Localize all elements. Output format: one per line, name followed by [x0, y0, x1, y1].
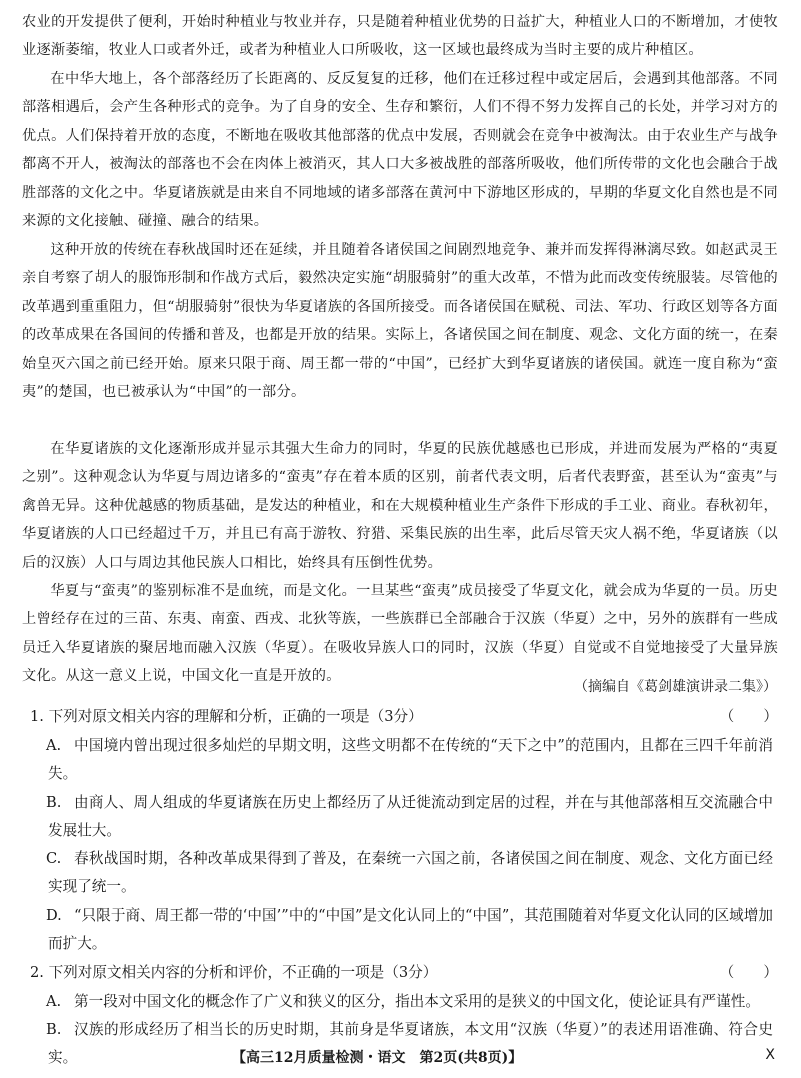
question-1-option-d — [48, 902, 773, 959]
question-2-option-a — [48, 988, 773, 1016]
option-letter: B. — [46, 794, 62, 811]
passage-paragraph-3: 这种开放的传统在春秋战国时还在延续，并且随着各诸侯国之间剧烈地竞争、兼并而发挥得淋漓尽致。如赵武灵王亲自考察了胡人的服饰形制和作战方式后，毅然决定实施“胡服骑射”的重大改革，不惜为此而改变传统服装。尽管他的改革遇到重重阻力，但“胡服骑射”很快为华夏诸族的各国所接受。而各诸侯国在赋税、司法、军功、行政区划等各方面的改革成果在各国间的传播和普及，也都是开放的结果。实际上，各诸侯国之间在制度、观念、文化方面的统一，在秦始皇灭六国之前已经开始。原来只限于商、周王都一带的“中国”，已经扩大到华夏诸族的诸侯国。就连一度自称为“蛮夷”的楚国，也已被承认为“中国”的一部分。 — [22, 242, 778, 401]
option-text: 春秋战国时期，各种改革成果得到了普及，在秦统一六国之前，各诸侯国之间在制度、观念、文化方面已经实现了统一。 — [48, 850, 773, 896]
question-2-stem: 2. 下列对原文相关内容的分析和评价，不正确的一项是（3分） — [30, 964, 438, 981]
footer-mark: X — [765, 1047, 775, 1063]
footer-label: 【高三12月质量检测・语文 第2页(共8页)】 — [232, 1050, 523, 1066]
passage-source: （摘编自《葛剑雄演讲录二集》） — [574, 679, 777, 695]
option-letter: A. — [46, 737, 62, 754]
option-text: 中国境内曾出现过很多灿烂的早期文明，这些文明都不在传统的“天下之中”的范围内，且都在三四千年前消失。 — [48, 737, 773, 783]
question-1 — [30, 703, 778, 732]
passage-paragraph-2: 在中华大地上，各个部落经历了长距离的、反反复复的迁移，他们在迁移过程中或定居后，会遇到其他部落。不同部落相遇后，会产生各种形式的竞争。为了自身的安全、生存和繁衍，人们不得不努力发挥自己的长处，并学习对方的优点。人们保持着开放的态度，不断地在吸收其他部落的优点中发展，否则就会在竞争中被淘汰。由于农业生产与战争都离不开人，被淘汰的部落也不会在肉体上被消灭，其人口大多被战胜的部落所吸收，他们所传带的文化也会融合于战胜部落的文化之中。华夏诸族就是由来自不同地域的诸多部落在黄河中下游地区形成的，早期的华夏文化自然也是不同来源的文化接触、碰撞、融合的结果。 — [22, 71, 778, 230]
question-2 — [30, 959, 778, 988]
option-text: 第一段对中国文化的概念作了广义和狭义的区分，指出本文采用的是狭义的中国文化，使论证具有严谨性。 — [74, 993, 760, 1010]
passage-paragraph-4: 在华夏诸族的文化逐渐形成并显示其强大生命力的同时，华夏的民族优越感也已形成，并进而发展为严格的“夷夏之别”。这种观念认为华夏与周边诸多的“蛮夷”存在着本质的区别，前者代表文明，后者代表野蛮，甚至认为“蛮夷”与禽兽无异。这种优越感的物质基础，是发达的种植业，和在大规模种植业生产条件下形成的手工业、商业。春秋初年，华夏诸族的人口已经超过千万，并且已有高于游牧、狩猎、采集民族的出生率，此后尽管天灾人祸不绝，华夏诸族（以后的汉族）人口与周边其他民族人口相比，始终具有压倒性优势。 — [22, 441, 778, 571]
option-letter: D. — [46, 907, 62, 924]
question-1-stem: 1. 下列对原文相关内容的理解和分析，正确的一项是（3分） — [30, 708, 423, 725]
option-letter: C. — [46, 850, 62, 867]
question-2-answer-blank: （ ） — [719, 964, 778, 981]
page-footer — [0, 1047, 801, 1069]
option-letter: A. — [46, 993, 62, 1010]
question-1-option-c — [48, 845, 773, 902]
option-text: 汉族的形成经历了相当长的历史时期，其前身是华夏诸族，本文用“汉族（华夏）”的表述用语准确、符合史实。 — [48, 1021, 773, 1067]
option-text: 由商人、周人组成的华夏诸族在历史上都经历了从迁徙流动到定居的过程，并在与其他部落相互交流融合中发展壮大。 — [48, 794, 773, 840]
option-text: “只限于商、周王都一带的‘中国’”中的“中国”是文化认同上的“中国”，其范围随着对华夏文化认同的区域增加而扩大。 — [48, 907, 773, 953]
question-1-option-b — [48, 789, 773, 846]
option-letter: B. — [46, 1021, 62, 1038]
passage-paragraph-5: 华夏与“蛮夷”的鉴别标准不是血统，而是文化。一旦某些“蛮夷”成员接受了华夏文化，就会成为华夏的一员。历史上曾经存在过的三苗、东夷、南蛮、西戎、北狄等族，一些族群已全部融合于汉族（华夏）之中，另外的族群有一些成员迁入华夏诸族的聚居地而融入汉族（华夏）。在吸收异族人口的同时，汉族（华夏）自觉或不自觉地接受了大量异族文化。从这一意义上说，中国文化一直是开放的。 — [22, 583, 778, 685]
passage-paragraph-1: 农业的开发提供了便利，开始时种植业与牧业并存，只是随着种植业优势的日益扩大，种植业人口的不断增加，才使牧业逐渐萎缩，牧业人口或者外迁，或者为种植业人口所吸收，这一区域也最终成为当时主要的成片种植区。 — [22, 14, 778, 59]
question-1-option-a — [48, 732, 773, 789]
question-1-answer-blank: （ ） — [719, 708, 778, 725]
